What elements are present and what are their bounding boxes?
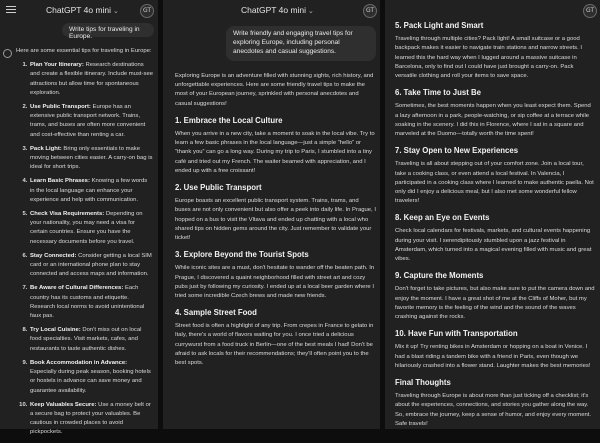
section-text: Street food is often a highlight of any trip. From crepes in France to gelato in Italy, there's a world of flavors waiting for you. I once tried a delicious currywurst from a food truck in Berlin—one of the best meals I had! Don't be afraid to ask locals for their recommendations; they'll often point you to the best spots. (175, 323, 374, 367)
tip-text: Knowing a few words in the local language can enhance your experience and help with communication. (30, 178, 148, 203)
user-prompt-bubble (226, 26, 376, 61)
section-heading: 5. Pack Light and Smart (395, 21, 484, 30)
section-heading: 10. Have Fun with Transportation (395, 329, 518, 339)
section-heading: 1. Embrace the Local Culture (175, 115, 283, 125)
section-text: Mix it up! Try renting bikes in Amsterdam or hopping on a boat in Venice. I had a blast riding a tandem bike with a friend in Paris, even though we hilariously crashed into a flower stand. Laughter makes the best memories! (395, 344, 591, 369)
tip-title: Use Public Transport: (30, 104, 91, 111)
section-text: Check local calendars for festivals, markets, and cultural events happening during your visit. I serendipitously stumbled upon a jazz festival in Amsterdam, which turned into a magical evening filled with music and great vibes. (395, 228, 592, 263)
model-selector[interactable] (46, 5, 119, 15)
list-item (29, 252, 153, 280)
assistant-response (395, 14, 595, 434)
assistant-response (175, 72, 376, 373)
list-item (29, 210, 153, 247)
section-heading: 6. Take Time to Just Be (395, 88, 481, 98)
list-item (29, 326, 153, 354)
assistant-response (16, 47, 153, 443)
tip-title: Keep Valuables Secure: (30, 401, 97, 408)
chat-panel-1 (0, 0, 158, 436)
tip-text: Depending on your nationality, you may need a visa for certain countries. Ensure you have the necessary documents before you travel. (30, 211, 143, 245)
chat-header (0, 0, 158, 22)
list-item (29, 284, 153, 321)
tip-text: Especially during peak season, booking hotels or hostels in advance can save money and guarantee availability. (30, 369, 151, 394)
chatgpt-logo-icon (3, 49, 12, 58)
section-heading: Final Thoughts (395, 378, 451, 388)
tip-text: Use a money belt or a secure bag to protect your valuables. Be cautious in crowded places to avoid pickpockets. (30, 401, 151, 436)
tips-list (16, 61, 153, 437)
tip-title: Book Accommodation in Advance: (30, 359, 128, 366)
section-heading: 8. Keep an Eye on Events (395, 213, 490, 223)
list-item (29, 359, 153, 396)
section-text: Traveling is all about stepping out of your comfort zone. Join a local tour, take a cooking class, or even attend a local festival. In Valencia, I participated in a cooking class where I learned to make authentic paella. Not only did I enjoy a delicious meal, but I also met some wonderful fellow travelers! (395, 161, 594, 205)
model-selector[interactable] (241, 5, 314, 15)
section-text: Don't forget to take pictures, but also make sure to put the camera down and enjoy the moment. I have a great shot of me at the Cliffs of Moher, but my favorite memory is the feeling of the wind and the sound of the waves crashing against the rocks. (395, 286, 595, 321)
section-text: Traveling through multiple cities? Pack light! A small suitcase or a good backpack makes it easier to navigate train stations and narrow streets. I learned this the hard way when I lugged around a massive suitcase in Barcelona, only to find out I could have just brought a carry-on. Pack versatile clothing and roll your items to save space. (395, 36, 582, 79)
section-heading: 3. Explore Beyond the Tourist Spots (175, 250, 309, 260)
tip-title: Learn Basic Phrases: (30, 178, 90, 185)
tip-text: Europe has an extensive public transport network. Trains, trams, and buses are often more convenient and cost-effective than renting a car. (30, 104, 146, 138)
list-item (29, 177, 153, 205)
section-heading: 4. Sample Street Food (175, 308, 257, 318)
section-text: While iconic sites are a must, don't hesitate to wander off the beaten path. In Prague, I discovered a quaint neighborhood filled with street art and cozy pubs just by following my curiosity. I ended up at a local beer garden where I tried some incredible Czech brews and made new friends. (175, 265, 375, 299)
tip-title: Stay Connected: (30, 252, 77, 259)
chat-panel-3 (385, 0, 600, 429)
list-item (29, 401, 153, 438)
tip-title: Try Local Cuisine: (30, 327, 81, 334)
menu-icon[interactable] (6, 6, 16, 14)
chevron-down-icon: ⌄ (113, 8, 119, 15)
tip-text: Bring only essentials to make moving between cities easier. A carry-on bag is ideal for short trips. (30, 145, 153, 171)
response-intro: Here are some essential tips for traveling in Europe: (16, 48, 152, 54)
tip-text: Don't miss out on local food specialties. Visit markets, cafes, and restaurants to taste authentic dishes. (30, 327, 142, 352)
section-heading: 2. Use Public Transport (175, 182, 262, 192)
chevron-down-icon: ⌄ (308, 8, 314, 15)
avatar[interactable]: GT (363, 4, 377, 18)
list-item (29, 103, 153, 140)
tip-title: Plan Your Itinerary: (30, 62, 84, 69)
section-text: Europe boasts an excellent public transport system. Trains, trams, and buses are not only convenient but also offer a peek into daily life. In Prague, I hopped on a bus to visit the Vltava and ended up chatting with a local who shared tips on hidden gems around the city. Just remember to validate your ticket! (175, 198, 376, 241)
user-prompt-text: Write tips for traveling in Europe. (69, 26, 140, 40)
model-name: ChatGPT 4o mini (46, 5, 112, 15)
list-item (29, 61, 153, 98)
section-text: Traveling through Europe is about more than just ticking off a checklist; it's about the experiences, connections, and stories you gather along the way. So, embrace the journey, keep a sense of humor, and enjoy every moment. Safe travels! (395, 393, 592, 427)
section-heading: 9. Capture the Moments (395, 271, 484, 281)
chat-header (163, 0, 380, 22)
avatar[interactable]: GT (140, 4, 154, 18)
user-prompt-bubble (62, 23, 154, 40)
chat-panel-2 (163, 0, 380, 429)
model-name: ChatGPT 4o mini (241, 5, 307, 15)
avatar[interactable]: GT (583, 4, 597, 18)
tip-title: Pack Light: (30, 145, 62, 152)
tip-text: Research destinations and create a flexible itinerary. Include must-see attractions but allow time for spontaneous exploration. (30, 62, 154, 96)
section-heading: 7. Stay Open to New Experiences (395, 146, 519, 156)
tip-title: Be Aware of Cultural Differences: (30, 285, 124, 292)
section-text: Sometimes, the best moments happen when you least expect them. Spend a lazy afternoon in a park, people-watching, or sip coffee at a terrace while soaking in the scenery. I did this in Florence, where I sat in a square and marveled at the Duomo—totally worth the time spent! (395, 103, 591, 137)
tip-text: Consider getting a local SIM card or an international phone plan to stay connected and access maps and information. (30, 252, 152, 278)
response-intro: Exploring Europe is an adventure filled with stunning sights, rich history, and unforgettable experiences. Here are some friendly travel tips to make the most of your European journey, sprinkled with personal anecdotes and casual suggestions! (175, 73, 374, 107)
user-prompt-text: Write friendly and engaging travel tips for exploring Europe, including personal anecdotes and casual suggestions. (233, 30, 353, 55)
tip-title: Check Visa Requirements: (30, 211, 105, 218)
section-text: When you arrive in a new city, take a moment to soak in the local vibe. Try to learn a few basic phrases in the local language—just a simple “hello” or “thank you” can go a long way. During my trip to Paris, I stumbled into a tiny café and tried out my French. The waiter beamed with appreciation, and I ended up with a free croissant! (175, 130, 375, 174)
list-item (29, 145, 153, 173)
tip-text: Each country has its customs and etiquette. Research local norms to avoid unintentional faux pas. (30, 285, 145, 320)
